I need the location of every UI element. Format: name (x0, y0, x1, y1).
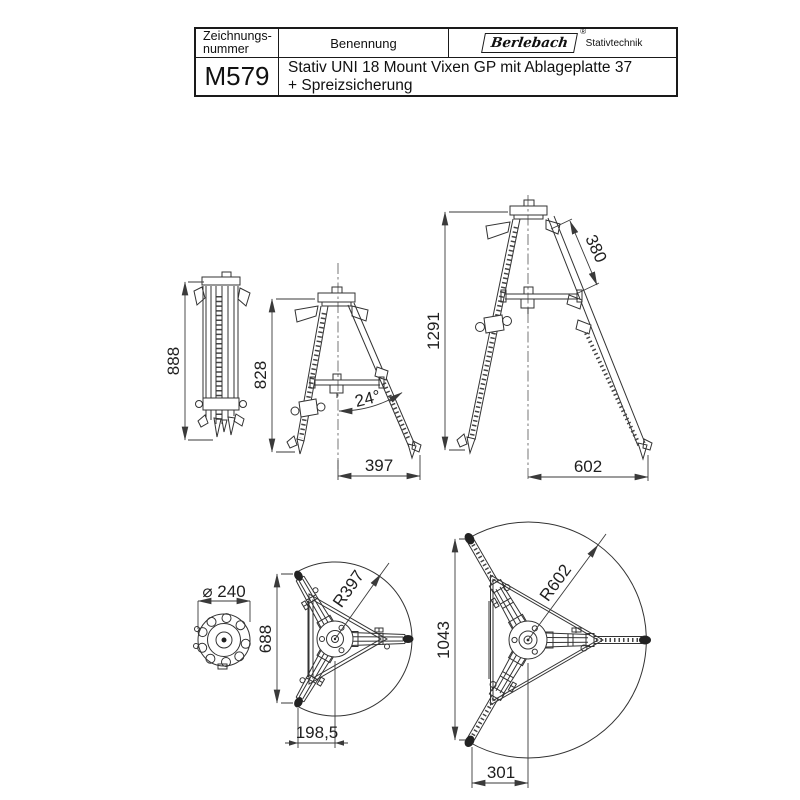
view-side-extended (424, 195, 652, 481)
dim-compact-leg-span (256, 574, 293, 703)
dim-compact-spread (338, 455, 420, 480)
drawing-number-header-line1: Zeichnungs- (203, 29, 272, 43)
dim-397-label: 397 (364, 456, 394, 475)
dim-compact-height (251, 299, 315, 452)
dim-24deg-label: 24° (352, 386, 383, 411)
dim-1043-label: 1043 (434, 621, 453, 659)
description-line1: Stativ UNI 18 Mount Vixen GP mit Ablageplatte 37 (288, 58, 633, 76)
view-top-compact (256, 562, 414, 748)
view-top-extended (434, 522, 651, 788)
dim-688-label: 688 (256, 624, 275, 654)
dim-r397-label: R397 (329, 566, 368, 611)
brand-name: Berlebach (489, 35, 569, 51)
dim-828-label: 828 (251, 360, 270, 390)
designation-header-cell: Benennung (279, 29, 449, 57)
dim-extended-center-offset (472, 663, 528, 788)
dim-extended-leg-span (434, 539, 466, 740)
brand-tagline: Stativtechnik (585, 37, 643, 49)
dim-380-label: 380 (581, 231, 611, 266)
dim-r602-label: R602 (535, 560, 576, 605)
dim-198-5-label: 198,5 (295, 723, 339, 742)
drawing-number: M579 (196, 58, 279, 95)
dim-888-label: 888 (164, 346, 183, 376)
compact-tripod-art (287, 287, 421, 458)
folded-top-art (194, 614, 251, 669)
dim-1291-label: 1291 (424, 312, 443, 350)
description-line2: + Spreizsicherung (288, 76, 413, 94)
dim-602-label: 602 (573, 457, 603, 476)
dim-d240-label: ⌀ 240 (202, 582, 246, 601)
view-side-folded (164, 272, 250, 440)
folded-tripod-art (194, 272, 250, 437)
dim-extended-foot-radius (528, 534, 606, 640)
registered-trademark-icon: ® (580, 27, 586, 36)
dim-extended-spread (528, 455, 648, 481)
view-top-folded (194, 582, 251, 669)
view-side-compact (251, 263, 421, 480)
dim-compact-angle (339, 386, 402, 411)
extended-tripod-art (457, 200, 652, 459)
dim-301-label: 301 (486, 763, 516, 782)
drawing-number-header-line2: nummer (203, 42, 249, 56)
